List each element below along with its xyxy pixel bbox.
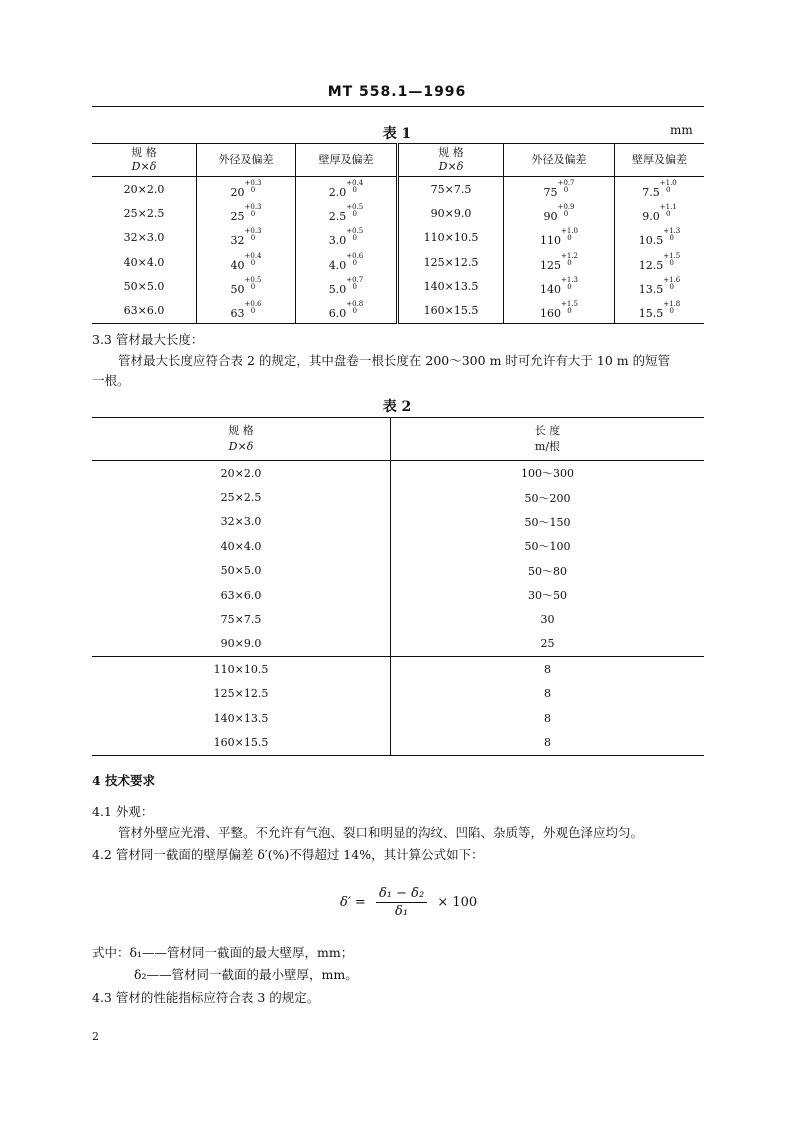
table1-header-row <box>92 144 704 177</box>
section-3-3-body-line2: 一根。 <box>92 373 130 388</box>
table2-row <box>92 657 704 682</box>
table1-cell-od: 140 +1.3 0 <box>504 274 615 298</box>
table1-cell-wt: 2.0 +0.4 0 <box>296 177 398 202</box>
where-line-2: δ₂——管材同一截面的最小壁厚，mm。 <box>134 967 358 982</box>
table1-cell-wt: 5.0 +0.7 0 <box>296 274 398 298</box>
table1-col-od-right: 外径及偏差 <box>504 144 615 177</box>
table1-cell-wt: 7.5 +1.0 0 <box>615 177 705 202</box>
table2-cell-length: 8 <box>391 730 705 755</box>
table1-cell-od: 110 +1.0 0 <box>504 226 615 250</box>
table2-cell-spec: 140×13.5 <box>213 711 269 725</box>
table1-cell-od: 50 +0.5 0 <box>197 274 296 298</box>
table2-row <box>92 730 704 755</box>
table2-cell-length: 50～150 <box>391 510 705 534</box>
table2-row <box>92 510 704 534</box>
section-4-3-title: 4.3 管材的性能指标应符合表 3 的规定。 <box>92 990 320 1005</box>
table1-row <box>92 274 704 298</box>
table1-cell-spec: 20×2.0 <box>123 182 165 196</box>
formula-numerator: δ₁ − δ₂ <box>376 886 427 903</box>
table1-caption: 表 1 <box>382 126 412 142</box>
table1-cell-od: 125 +1.2 0 <box>504 250 615 274</box>
table2-cell-length: 50～100 <box>391 534 705 558</box>
table1-row <box>92 298 704 323</box>
table1-cell-od: 25 +0.3 0 <box>197 201 296 225</box>
table2-cell-spec: 40×4.0 <box>220 539 262 553</box>
table2-row <box>92 632 704 657</box>
table1-cell-wt: 15.5 +1.8 0 <box>615 298 705 323</box>
table1-row <box>92 201 704 225</box>
section-4-title: 4 技术要求 <box>92 773 156 788</box>
table1-row <box>92 177 704 202</box>
table2-row <box>92 461 704 486</box>
table1-cell-spec: 110×10.5 <box>398 226 504 250</box>
table2-header-row <box>92 418 704 461</box>
table1-unit: mm <box>670 123 693 137</box>
table2-cell-spec: 125×12.5 <box>213 687 269 701</box>
table1-cell-od: 20 +0.3 0 <box>197 177 296 202</box>
table2-cell-length: 8 <box>391 682 705 706</box>
table1-cell-spec: 125×12.5 <box>398 250 504 274</box>
formula-denominator: δ₁ <box>395 904 409 919</box>
table2-row <box>92 485 704 509</box>
table2-row <box>92 534 704 558</box>
table1-cell-spec: 40×4.0 <box>123 255 165 269</box>
section-4-1-title: 4.1 外观： <box>92 804 154 819</box>
where-line-1: 式中：δ₁——管材同一截面的最大壁厚，mm； <box>92 945 354 960</box>
table1-cell-od: 75 +0.7 0 <box>504 177 615 202</box>
header-rule <box>92 106 704 107</box>
table2-col-spec: 规 格 D×δ <box>92 418 391 461</box>
table1-cell-wt: 10.5 +1.3 0 <box>615 226 705 250</box>
table2-row <box>92 583 704 607</box>
table2-cell-spec: 20×2.0 <box>220 466 262 480</box>
table1-cell-spec: 90×9.0 <box>398 201 504 225</box>
page-number: 2 <box>92 1030 99 1043</box>
formula-lhs: δ′ = <box>340 895 366 910</box>
table2-cell-length: 25 <box>391 632 705 657</box>
table2-col-length: 长 度 m/根 <box>391 418 705 461</box>
table2-cell-spec: 32×3.0 <box>220 515 262 529</box>
table1-cell-wt: 13.5 +1.6 0 <box>615 274 705 298</box>
table2-cell-length: 8 <box>391 657 705 682</box>
table2-cell-spec: 25×2.5 <box>220 491 262 505</box>
table2-row <box>92 706 704 730</box>
table1-col-wt-left: 壁厚及偏差 <box>296 144 398 177</box>
table2-cell-length: 30 <box>391 607 705 631</box>
table1-col-wt-right: 壁厚及偏差 <box>615 144 705 177</box>
table1-cell-wt: 12.5 +1.5 0 <box>615 250 705 274</box>
table2-cell-spec: 90×9.0 <box>220 637 262 651</box>
table1-row <box>92 226 704 250</box>
table1-cell-od: 160 +1.5 0 <box>504 298 615 323</box>
table2-cell-length: 50～80 <box>391 559 705 583</box>
table1 <box>92 143 704 324</box>
page-header-title: MT 558.1—1996 <box>327 84 467 100</box>
table1-cell-wt: 3.0 +0.5 0 <box>296 226 398 250</box>
section-3-3-title: 3.3 管材最大长度： <box>92 332 204 347</box>
table1-cell-spec: 140×13.5 <box>398 274 504 298</box>
table2-cell-spec: 110×10.5 <box>92 657 391 682</box>
table1-col-spec-right: 规 格 D×δ <box>398 144 504 177</box>
table1-cell-od: 32 +0.3 0 <box>197 226 296 250</box>
table1-col-od-left: 外径及偏差 <box>197 144 296 177</box>
table1-cell-wt: 2.5 +0.5 0 <box>296 201 398 225</box>
section-4-1-body: 管材外壁应光滑、平整。不允许有气泡、裂口和明显的沟纹、凹陷、杂质等，外观色泽应均匀。 <box>118 825 644 840</box>
table1-cell-od: 40 +0.4 0 <box>197 250 296 274</box>
table2-cell-spec: 75×7.5 <box>220 613 262 627</box>
table2-cell-spec: 160×15.5 <box>213 735 269 749</box>
table1-cell-od: 63 +0.6 0 <box>197 298 296 323</box>
table1-cell-od: 90 +0.9 0 <box>504 201 615 225</box>
table1-cell-spec: 25×2.5 <box>123 206 165 220</box>
table1-cell-spec: 160×15.5 <box>398 298 504 323</box>
table2-cell-length: 30～50 <box>391 583 705 607</box>
table1-cell-wt: 4.0 +0.6 0 <box>296 250 398 274</box>
section-4-2-title: 4.2 管材同一截面的壁厚偏差 δ′(%)不得超过 14%，其计算公式如下： <box>92 847 484 862</box>
table1-col-spec-left: 规 格 D×δ <box>92 144 197 177</box>
table1-cell-spec: 63×6.0 <box>123 304 165 318</box>
table2-caption: 表 2 <box>382 399 412 415</box>
table1-cell-wt: 6.0 +0.8 0 <box>296 298 398 323</box>
table2 <box>92 417 704 756</box>
formula-fraction <box>376 886 427 919</box>
wall-deviation-formula <box>340 886 477 926</box>
table2-row <box>92 607 704 631</box>
table1-cell-spec: 32×3.0 <box>123 231 165 245</box>
table2-row <box>92 682 704 706</box>
table1-cell-spec: 75×7.5 <box>398 177 504 202</box>
table2-cell-length: 50～200 <box>391 485 705 509</box>
table2-cell-length: 100～300 <box>391 461 705 486</box>
table2-cell-spec: 50×5.0 <box>220 564 262 578</box>
section-3-3-body-line1: 管材最大长度应符合表 2 的规定，其中盘卷一根长度在 200～300 m 时可允许有大于 10 m 的短管 <box>118 353 671 368</box>
table1-row <box>92 250 704 274</box>
formula-rhs: × 100 <box>437 895 478 910</box>
table1-cell-spec: 50×5.0 <box>123 279 165 293</box>
table2-cell-length: 8 <box>391 706 705 730</box>
table2-row <box>92 559 704 583</box>
table1-cell-wt: 9.0 +1.1 0 <box>615 201 705 225</box>
table2-cell-spec: 63×6.0 <box>220 588 262 602</box>
